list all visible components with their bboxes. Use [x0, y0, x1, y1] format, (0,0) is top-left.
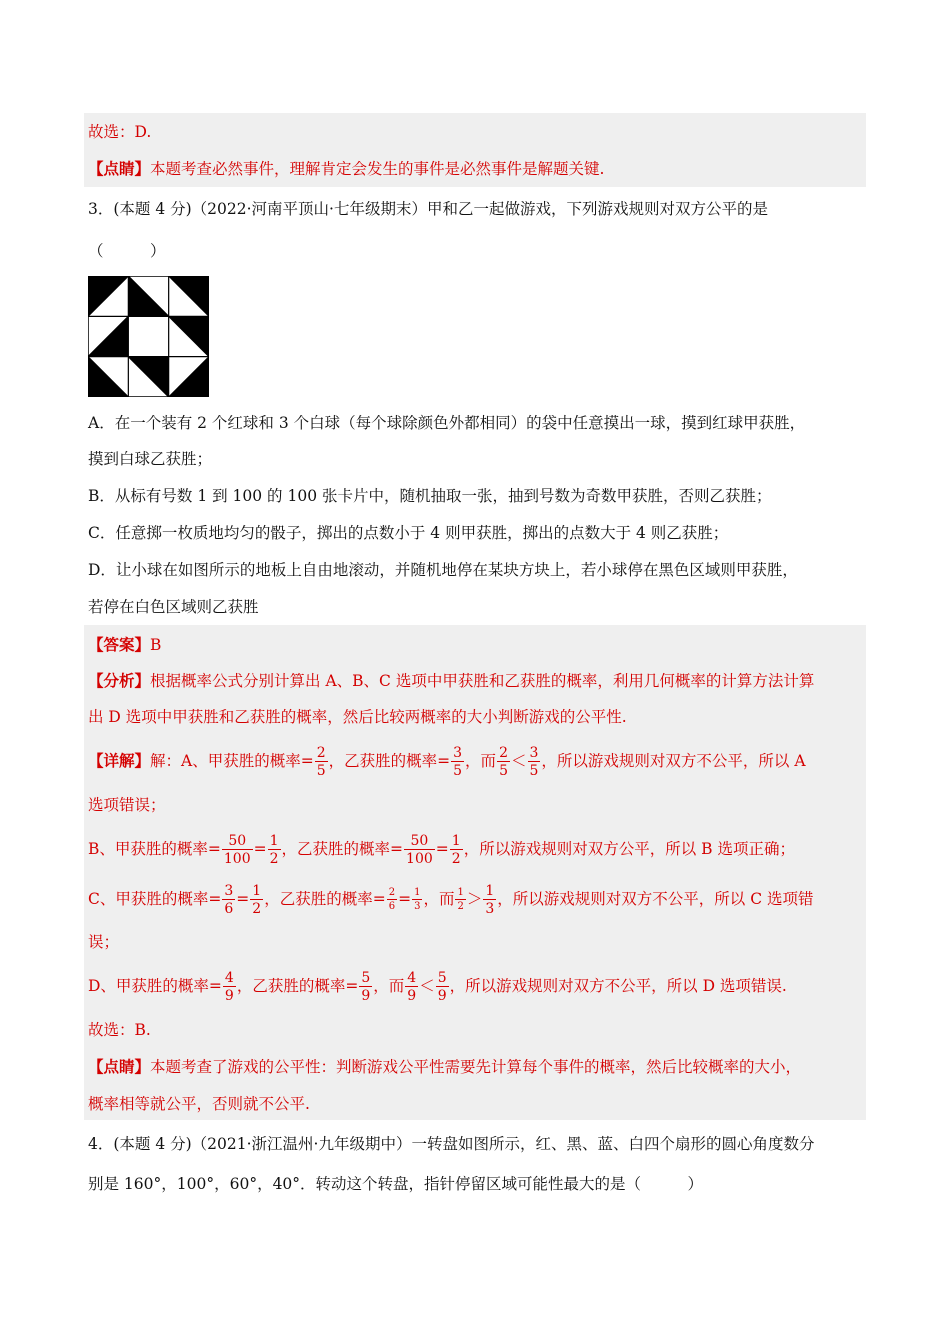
q4-stem-cont: 别是 160°，100°，60°，40°．转动这个转盘，指针停留区域可能性最大的是（ ） — [88, 1175, 704, 1193]
comment-text: 本题考查必然事件，理解肯定会发生的事件是必然事件是解题关键. — [150, 160, 605, 178]
q3-paren: （ ） — [88, 242, 166, 260]
answer-value: B — [150, 636, 162, 654]
text: ，所以游戏规则对双方不公平，所以 C 选项错 — [497, 890, 814, 908]
text: B、甲获胜的概率= — [88, 840, 221, 858]
q3-analysis-cont: 出 D 选项中甲获胜和乙获胜的概率，然后比较两概率的大小判断游戏的公平性. — [88, 708, 627, 726]
q4-stem: 4．(本题 4 分)（2021·浙江温州·九年级期中）一转盘如图所示，红、黑、蓝、白四个扇形的圆心角度数分 — [88, 1135, 815, 1153]
greater-than: ＞ — [466, 890, 483, 908]
detail-c — [88, 884, 814, 916]
equals: = — [236, 890, 250, 908]
option-d-cont: 若停在白色区域则乙获胜 — [88, 598, 259, 616]
q3-answer — [88, 634, 161, 656]
fraction: $\frac{1}{2}$ — [457, 887, 464, 912]
floor-tile-figure — [88, 276, 209, 397]
fraction: $\frac{1}{2}$ — [451, 833, 461, 867]
text: 解：A、甲获胜的概率= — [150, 752, 314, 770]
comment-text: 本题考查了游戏的公平性：判断游戏公平性需要先计算每个事件的概率，然后比较概率的大小， — [150, 1058, 802, 1076]
analysis-tag: 【分析】 — [88, 671, 151, 690]
analysis-text: 根据概率公式分别计算出 A、B、C 选项中甲获胜和乙获胜的概率，利用几何概率的计算方法计算 — [150, 672, 815, 690]
option-b: B．从标有号数 1 到 100 的 100 张卡片中，随机抽取一张，抽到号数为奇数甲获胜，否则乙获胜； — [88, 487, 772, 505]
comment-tag: 【点睛】 — [88, 1057, 151, 1076]
text: ，所以游戏规则对双方不公平，所以 D 选项错误. — [449, 977, 787, 995]
q3-final: 故选：B. — [88, 1021, 151, 1039]
fraction: $\frac{5}{9}$ — [437, 970, 447, 1004]
fraction: $\frac{3}{5}$ — [529, 745, 539, 779]
fraction: $\frac{3}{5}$ — [453, 745, 463, 779]
equals: = — [398, 890, 412, 908]
text: ，乙获胜的概率= — [328, 752, 451, 770]
text: D、甲获胜的概率= — [88, 977, 222, 995]
q3-stem: 3．(本题 4 分)（2022·河南平顶山·七年级期末）甲和乙一起做游戏，下列游戏规则对双方公平的是 — [88, 200, 768, 218]
fraction: $\frac{50}{100}$ — [406, 833, 433, 867]
option-a: A．在一个装有 2 个红球和 3 个白球（每个球除颜色外都相同）的袋中任意摸出一球，摸到红球甲获胜， — [88, 414, 806, 432]
fraction: $\frac{4}{9}$ — [224, 970, 234, 1004]
answer-tag: 【答案】 — [88, 635, 151, 654]
option-c: C．任意掷一枚质地均匀的骰子，掷出的点数小于 4 则甲获胜，掷出的点数大于 4 则乙获胜； — [88, 524, 729, 542]
text: ，乙获胜的概率= — [264, 890, 386, 908]
detail-d — [88, 971, 787, 1003]
text: ，乙获胜的概率= — [281, 840, 404, 858]
text: ，所以游戏规则对双方公平，所以 B 选项正确； — [463, 840, 795, 858]
q2-comment — [88, 158, 604, 180]
fraction: $\frac{5}{9}$ — [361, 970, 371, 1004]
q3-analysis — [88, 670, 814, 692]
text: ，而 — [465, 752, 497, 770]
detail-a — [88, 746, 806, 778]
text: ，而 — [423, 890, 455, 908]
text: ，而 — [373, 977, 405, 995]
q3-comment — [88, 1056, 801, 1078]
q3-comment-cont: 概率相等就公平，否则就不公平. — [88, 1095, 310, 1113]
option-a-cont: 摸到白球乙获胜； — [88, 450, 213, 468]
text: ，乙获胜的概率= — [236, 977, 359, 995]
fraction: $\frac{1}{2}$ — [252, 883, 262, 917]
detail-tag: 【详解】 — [88, 751, 151, 770]
q2-answer: 故选：D. — [88, 123, 152, 141]
comment-tag: 【点睛】 — [88, 159, 151, 178]
text: ，所以游戏规则对双方不公平，所以 A — [541, 752, 806, 770]
less-than: ＜ — [419, 977, 435, 995]
text: C、甲获胜的概率= — [88, 890, 222, 908]
q3-solution-block — [84, 625, 866, 1120]
fraction: $\frac{1}{2}$ — [269, 833, 279, 867]
detail-a-cont: 选项错误； — [88, 796, 166, 814]
fraction: $\frac{50}{100}$ — [223, 833, 251, 867]
equals: = — [253, 840, 267, 858]
fraction: $\frac{2}{5}$ — [499, 745, 508, 779]
detail-c-cont: 误； — [88, 933, 120, 951]
fraction: $\frac{1}{3}$ — [414, 887, 421, 912]
option-d: D．让小球在如图所示的地板上自由地滚动，并随机地停在某块方块上，若小球停在黑色区域则甲获胜， — [88, 561, 798, 579]
fraction: $\frac{4}{9}$ — [407, 970, 417, 1004]
fraction: $\frac{1}{3}$ — [485, 883, 495, 917]
equals: = — [435, 840, 449, 858]
fraction: $\frac{2}{5}$ — [316, 745, 326, 779]
fraction: $\frac{3}{6}$ — [224, 883, 234, 917]
detail-b — [88, 834, 795, 866]
less-than: ＜ — [510, 752, 527, 770]
fraction: $\frac{2}{6}$ — [388, 887, 396, 912]
